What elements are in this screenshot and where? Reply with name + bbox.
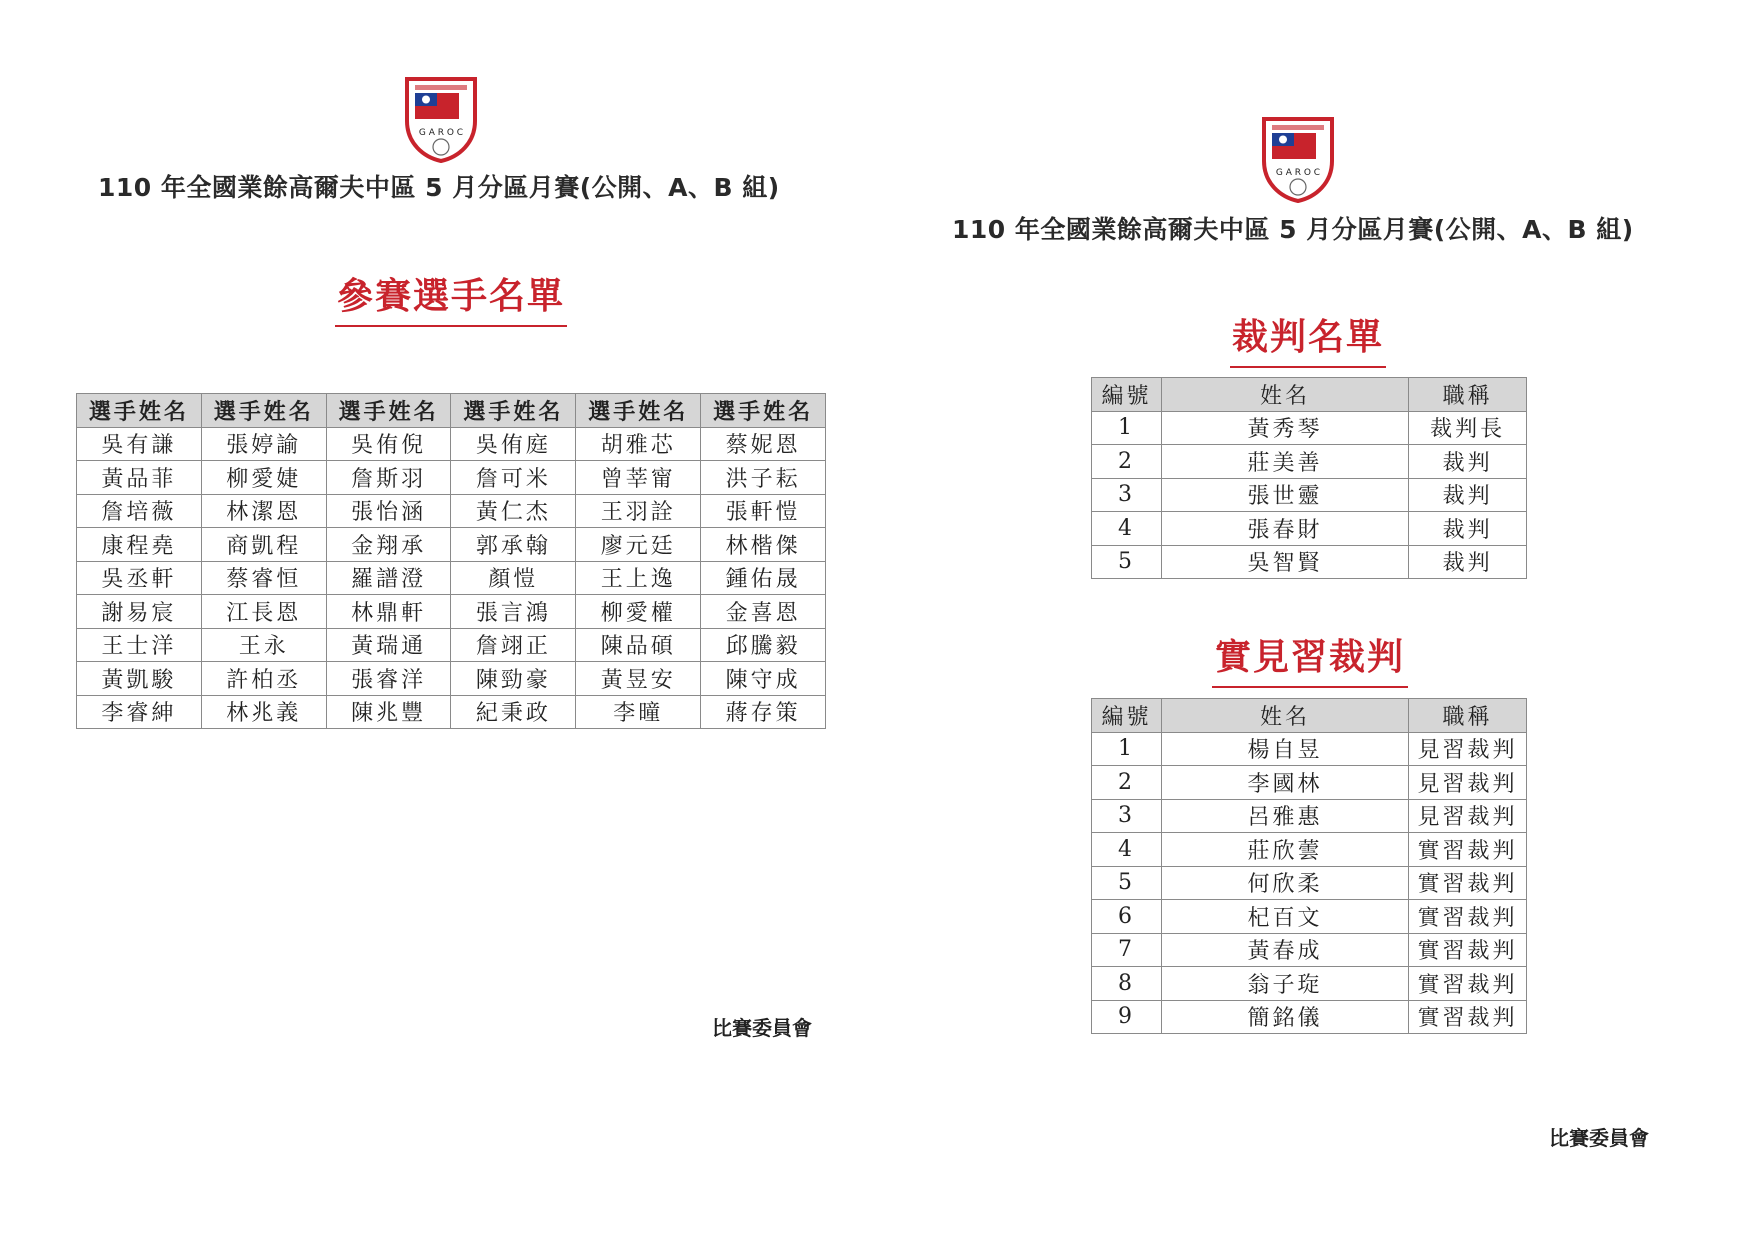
table-row <box>77 461 826 495</box>
player-name: 詹翊正 <box>451 628 576 662</box>
event-title: 110 年全國業餘高爾夫中區 5 月分區月賽(公開、A、B 組) <box>952 215 1634 244</box>
trainee-title: 實習裁判 <box>1409 833 1527 867</box>
players-section-title: 參賽選手名單 <box>335 268 567 327</box>
table-row <box>1092 900 1527 934</box>
svg-text:G A R O C: G A R O C <box>1275 168 1321 178</box>
player-name: 陳勁豪 <box>451 662 576 696</box>
referee-title: 裁判 <box>1409 545 1527 579</box>
table-row <box>1092 1000 1527 1034</box>
trainee-number: 1 <box>1092 732 1162 766</box>
table-row <box>1092 866 1527 900</box>
player-name: 邱騰毅 <box>701 628 826 662</box>
player-name: 曾莘甯 <box>576 461 701 495</box>
garoc-logo <box>1258 111 1338 203</box>
player-name: 康程堯 <box>77 528 202 562</box>
table-row <box>77 561 826 595</box>
player-name: 蔡睿恒 <box>201 561 326 595</box>
table-row <box>1092 445 1527 479</box>
trainee-number: 8 <box>1092 967 1162 1001</box>
trainee-title: 實習裁判 <box>1409 933 1527 967</box>
table-row <box>77 494 826 528</box>
table-row <box>1092 799 1527 833</box>
player-name: 柳愛婕 <box>201 461 326 495</box>
player-name: 謝易宸 <box>77 595 202 629</box>
table-row <box>77 595 826 629</box>
referee-name: 張春財 <box>1161 512 1408 546</box>
players-header-cell: 選手姓名 <box>326 394 451 428</box>
referee-number: 4 <box>1092 512 1162 546</box>
referee-number: 3 <box>1092 478 1162 512</box>
trainee-name: 簡銘儀 <box>1161 1000 1408 1034</box>
players-header-cell: 選手姓名 <box>451 394 576 428</box>
trainee-name: 翁子琁 <box>1161 967 1408 1001</box>
player-name: 蔣存策 <box>701 695 826 729</box>
trainee-number: 3 <box>1092 799 1162 833</box>
committee-signature: 比賽委員會 <box>1549 1126 1649 1150</box>
table-row <box>77 695 826 729</box>
table-row <box>77 427 826 461</box>
player-name: 黃昱安 <box>576 662 701 696</box>
referee-name: 莊美善 <box>1161 445 1408 479</box>
player-name: 胡雅芯 <box>576 427 701 461</box>
player-name: 江長恩 <box>201 595 326 629</box>
trainee-title: 實習裁判 <box>1409 1000 1527 1034</box>
player-name: 吳丞軒 <box>77 561 202 595</box>
player-name: 吳侑庭 <box>451 427 576 461</box>
trainee-title: 實習裁判 <box>1409 866 1527 900</box>
referee-name: 黃秀琴 <box>1161 411 1408 445</box>
player-name: 黃仁杰 <box>451 494 576 528</box>
referee-name: 張世靈 <box>1161 478 1408 512</box>
player-name: 金喜恩 <box>701 595 826 629</box>
player-name: 鍾佑晟 <box>701 561 826 595</box>
player-name: 張軒愷 <box>701 494 826 528</box>
title-header: 職稱 <box>1409 699 1527 733</box>
player-name: 吳侑倪 <box>326 427 451 461</box>
players-table <box>76 393 826 729</box>
trainee-number: 9 <box>1092 1000 1162 1034</box>
trainee-title: 見習裁判 <box>1409 732 1527 766</box>
table-row <box>1092 478 1527 512</box>
garoc-emblem-icon <box>401 71 481 163</box>
table-row <box>1092 766 1527 800</box>
name-header: 姓名 <box>1161 378 1408 412</box>
player-name: 紀秉政 <box>451 695 576 729</box>
player-name: 詹可米 <box>451 461 576 495</box>
garoc-logo <box>401 71 481 163</box>
table-row <box>1092 732 1527 766</box>
player-name: 林潔恩 <box>201 494 326 528</box>
referee-number: 5 <box>1092 545 1162 579</box>
player-name: 蔡妮恩 <box>701 427 826 461</box>
player-name: 詹斯羽 <box>326 461 451 495</box>
player-name: 詹培薇 <box>77 494 202 528</box>
player-name: 陳品碩 <box>576 628 701 662</box>
player-name: 郭承翰 <box>451 528 576 562</box>
number-header: 編號 <box>1092 699 1162 733</box>
trainee-title: 見習裁判 <box>1409 799 1527 833</box>
referees-header-row <box>1092 378 1527 412</box>
title-header: 職稱 <box>1409 378 1527 412</box>
trainee-referees-table <box>1091 698 1527 1034</box>
referees-table <box>1091 377 1527 579</box>
committee-signature: 比賽委員會 <box>712 1016 812 1040</box>
player-name: 王羽詮 <box>576 494 701 528</box>
player-name: 柳愛權 <box>576 595 701 629</box>
trainee-name: 黃春成 <box>1161 933 1408 967</box>
player-name: 林鼎軒 <box>326 595 451 629</box>
referee-name: 吳智賢 <box>1161 545 1408 579</box>
number-header: 編號 <box>1092 378 1162 412</box>
trainees-header-row <box>1092 699 1527 733</box>
table-row <box>1092 545 1527 579</box>
table-row <box>77 662 826 696</box>
referee-number: 2 <box>1092 445 1162 479</box>
trainee-title: 實習裁判 <box>1409 967 1527 1001</box>
player-name: 張言鴻 <box>451 595 576 629</box>
table-row <box>1092 411 1527 445</box>
player-name: 王永 <box>201 628 326 662</box>
table-row <box>1092 933 1527 967</box>
trainee-name: 楊自昱 <box>1161 732 1408 766</box>
player-name: 商凱程 <box>201 528 326 562</box>
trainee-number: 4 <box>1092 833 1162 867</box>
table-row <box>1092 967 1527 1001</box>
trainee-title: 實習裁判 <box>1409 900 1527 934</box>
player-name: 林楷傑 <box>701 528 826 562</box>
player-name: 黃品菲 <box>77 461 202 495</box>
referee-title: 裁判 <box>1409 478 1527 512</box>
player-name: 吳有謙 <box>77 427 202 461</box>
player-name: 廖元廷 <box>576 528 701 562</box>
referees-section-title: 裁判名單 <box>1230 309 1386 368</box>
table-row <box>77 528 826 562</box>
player-name: 李曈 <box>576 695 701 729</box>
player-name: 顏愷 <box>451 561 576 595</box>
trainee-number: 6 <box>1092 900 1162 934</box>
referee-title: 裁判 <box>1409 512 1527 546</box>
player-name: 陳兆豐 <box>326 695 451 729</box>
player-name: 陳守成 <box>701 662 826 696</box>
referee-title: 裁判長 <box>1409 411 1527 445</box>
trainee-name: 呂雅惠 <box>1161 799 1408 833</box>
player-name: 張婷諭 <box>201 427 326 461</box>
table-row <box>77 628 826 662</box>
players-header-cell: 選手姓名 <box>701 394 826 428</box>
players-header-cell: 選手姓名 <box>576 394 701 428</box>
players-header-cell: 選手姓名 <box>201 394 326 428</box>
player-name: 張睿洋 <box>326 662 451 696</box>
table-row <box>1092 512 1527 546</box>
referee-title: 裁判 <box>1409 445 1527 479</box>
player-name: 洪子耘 <box>701 461 826 495</box>
player-name: 黃凱駿 <box>77 662 202 696</box>
trainee-title: 見習裁判 <box>1409 766 1527 800</box>
trainee-name: 何欣柔 <box>1161 866 1408 900</box>
trainee-name: 杞百文 <box>1161 900 1408 934</box>
trainee-name: 李國林 <box>1161 766 1408 800</box>
player-name: 黃瑞通 <box>326 628 451 662</box>
player-name: 李睿紳 <box>77 695 202 729</box>
trainee-name: 莊欣蕓 <box>1161 833 1408 867</box>
player-name: 林兆義 <box>201 695 326 729</box>
player-name: 金翔承 <box>326 528 451 562</box>
player-name: 王士洋 <box>77 628 202 662</box>
trainees-section-title: 實見習裁判 <box>1212 629 1408 688</box>
name-header: 姓名 <box>1161 699 1408 733</box>
player-name: 王上逸 <box>576 561 701 595</box>
players-header-row <box>77 394 826 428</box>
svg-text:G A R O C: G A R O C <box>418 128 464 138</box>
players-header-cell: 選手姓名 <box>77 394 202 428</box>
player-name: 許柏丞 <box>201 662 326 696</box>
trainee-number: 5 <box>1092 866 1162 900</box>
garoc-emblem-icon <box>1258 111 1338 203</box>
referee-number: 1 <box>1092 411 1162 445</box>
trainee-number: 7 <box>1092 933 1162 967</box>
player-name: 張怡涵 <box>326 494 451 528</box>
table-row <box>1092 833 1527 867</box>
player-name: 羅譜澄 <box>326 561 451 595</box>
event-title: 110 年全國業餘高爾夫中區 5 月分區月賽(公開、A、B 組) <box>98 173 780 202</box>
trainee-number: 2 <box>1092 766 1162 800</box>
